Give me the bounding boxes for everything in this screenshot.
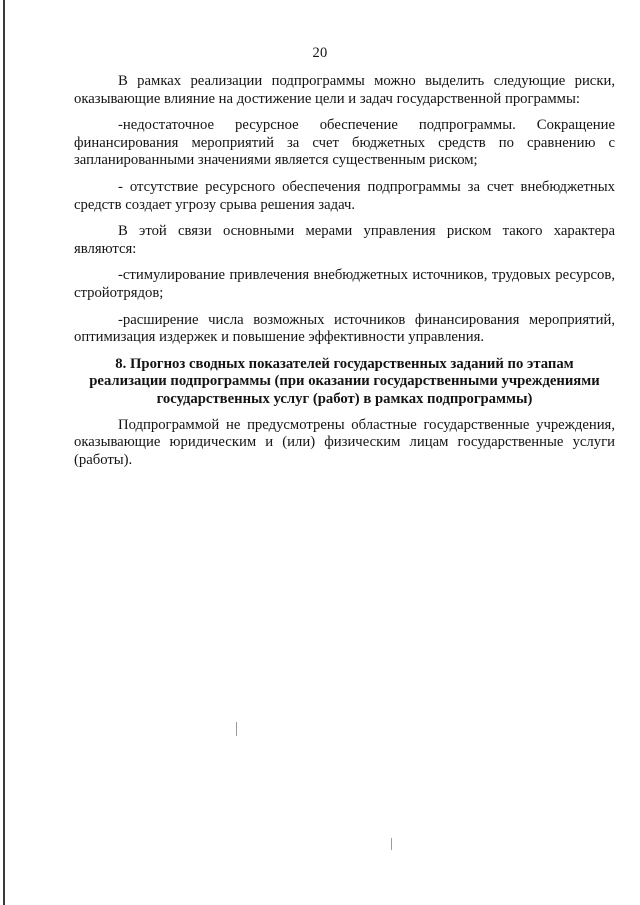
paragraph-measures-intro: В этой связи основными мерами управления риском такого характера являются: — [74, 223, 615, 257]
paragraph-measure-stimulation: -стимулирование привлечения внебюджетных источников, трудовых ресурсов, стройотрядов; — [74, 267, 615, 301]
paragraph-risk-no-extrabudgetary-funding: - отсутствие ресурсного обеспечения подпрограммы за счет внебюджетных средств создает угрозу срыва решения задач. — [74, 178, 615, 213]
paragraph-risks-intro: В рамках реализации подпрограммы можно выделить следующие риски, оказывающие влияние на достижение цели и задач государственной программы: — [74, 73, 615, 107]
paragraph-measure-expansion: -расширение числа возможных источников финансирования мероприятий, оптимизация издержек и повышение эффективности управления. — [74, 311, 615, 346]
scan-artifact — [236, 722, 237, 736]
paragraph-risk-insufficient-funding: -недостаточное ресурсное обеспечение подпрограммы. Сокращение финансирования мероприятий за счет бюджетных средств по сравнению с запланированными значениями является существенным риском; — [74, 117, 615, 169]
scan-artifact — [391, 838, 392, 850]
scan-page-edge — [3, 0, 5, 905]
document-body — [74, 73, 615, 478]
page-number: 20 — [312, 45, 328, 61]
section-heading: 8. Прогноз сводных показателей государственных заданий по этапам реализации подпрограммы (при оказании государственными учреждениями государственных услуг (работ) в рамках подпрограммы) — [89, 355, 600, 407]
paragraph-no-institutions: Подпрограммой не предусмотрены областные государственные учреждения, оказывающие юридическим и (или) физическим лицам государственные услуги (работы). — [74, 416, 615, 468]
